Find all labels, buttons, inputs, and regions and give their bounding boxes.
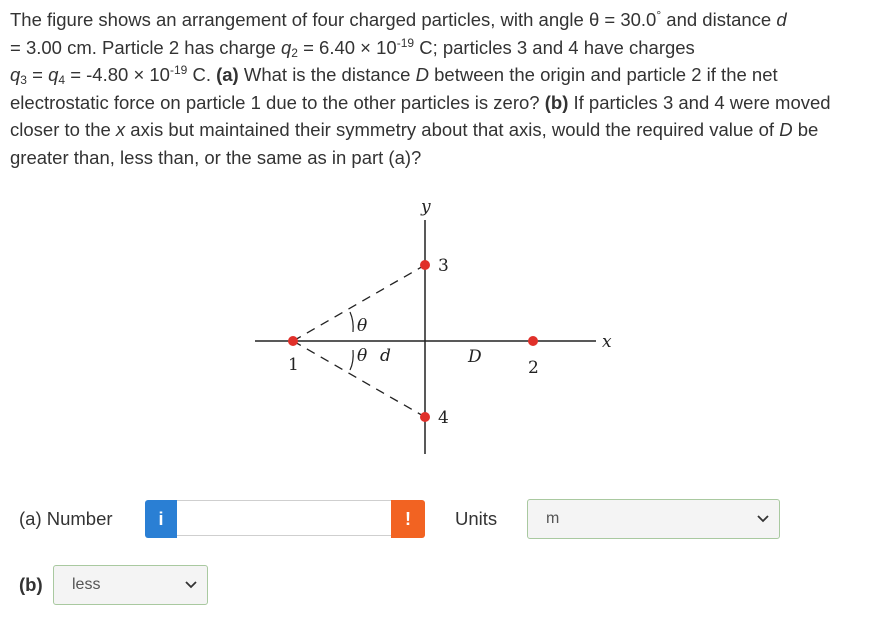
problem-statement: The figure shows an arrangement of four charged particles, with angle θ = 30.0° and distance d = 3.00 cm. Particle 2 has charge $q_2 = 6.40 \times 10^{-19}$ C; particles 3 and 4 have charges $q_3 = q_4 = -4.80 \times 10^{-19}$ C. (a) What is the distance D between the origin and particle 2 if the net electrostatic force on particle 1 due to the other particles is zero? (b) If particles 3 and 4 were moved closer to the x axis but maintained their symmetry about that axis, would the required value of D be greater than, less than, or the same as in part (a)? bbox=[10, 8, 831, 168]
y-axis-label: y bbox=[421, 197, 431, 217]
particle-1-label: 1 bbox=[288, 355, 299, 375]
units-select[interactable] bbox=[527, 499, 780, 539]
particle-4-label: 4 bbox=[438, 408, 449, 428]
answer-b-select[interactable] bbox=[53, 565, 208, 605]
answer-b-select-value: less bbox=[72, 576, 101, 593]
warning-icon[interactable]: ! bbox=[391, 500, 425, 538]
theta-arc-lower bbox=[350, 350, 353, 370]
theta-lower-label: θ bbox=[357, 346, 368, 366]
units-select-value: m bbox=[546, 510, 560, 527]
chevron-down-icon bbox=[757, 515, 769, 523]
d-label: d bbox=[380, 346, 391, 366]
x-axis-label: x bbox=[602, 332, 612, 352]
particle-3 bbox=[420, 260, 430, 270]
units-label: Units bbox=[455, 508, 498, 529]
part-a-label: (a) Number bbox=[19, 508, 113, 529]
D-label: D bbox=[468, 347, 482, 367]
answer-a-number-input[interactable] bbox=[177, 500, 391, 536]
chevron-down-icon bbox=[185, 581, 197, 589]
particle-4 bbox=[420, 412, 430, 422]
theta-upper-label: θ bbox=[357, 316, 368, 336]
part-b-label: (b) bbox=[19, 574, 43, 595]
theta-arc-upper bbox=[350, 312, 353, 332]
info-icon[interactable]: i bbox=[145, 500, 177, 538]
particle-1 bbox=[288, 336, 298, 346]
charge-diagram bbox=[250, 190, 640, 465]
particle-2 bbox=[528, 336, 538, 346]
particle-2-label: 2 bbox=[528, 358, 539, 378]
particle-3-label: 3 bbox=[438, 256, 449, 276]
